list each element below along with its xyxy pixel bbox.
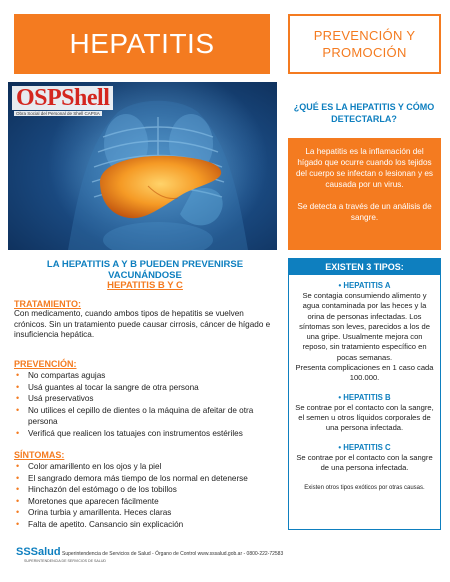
type-b-block: [294, 393, 435, 434]
type-c-title: • HEPATITIS C: [294, 443, 435, 453]
type-a-block: [294, 281, 435, 384]
hepatitis-bc-heading: HEPATITIS B Y C: [107, 280, 183, 291]
promo-title: PREVENCIÓN Y PROMOCIÓN: [313, 28, 416, 60]
tratamiento-text: Con medicamento, cuando ambos tipos de hepatitis se vuelven crónicos. Sin un tratamiento puede causar cirrosis, cáncer de hígado e insuficiencia hepática.: [14, 309, 271, 339]
liver-illustration: [8, 82, 277, 250]
list-item: • Verificá que realicen los tatuajes con instrumentos estériles: [14, 428, 278, 440]
question-heading: ¿QUÉ ES LA HEPATITIS Y CÓMO DETECTARLA?: [293, 102, 435, 124]
types-header: EXISTEN 3 TIPOS:: [288, 258, 441, 275]
title-banner: [14, 14, 270, 74]
tratamiento-title: TRATAMIENTO:: [14, 299, 81, 309]
types-box: [288, 275, 441, 530]
sintomas-list: [14, 461, 278, 531]
page-title: HEPATITIS: [69, 28, 215, 59]
list-item: • Moretones que aparecen fácilmente: [14, 496, 278, 508]
type-a-text: Se contagia consumiendo alimento y agua contaminada por las heces y la orina de personas infectadas. Los síntomas son leves, parecidos a los de una gripe. Usualmente mejora con reposo, sin tratamiento específico en pocas semanas.: [299, 291, 430, 362]
promo-banner: [288, 14, 441, 74]
ospshell-logo-subtitle: Obra Social del Personal de Shell CAPSA: [16, 111, 100, 116]
list-item: • Color amarillento en los ojos y la piel: [14, 461, 278, 473]
vaccine-statement: LA HEPATITIS A Y B PUEDEN PREVENIRSE VACUNÁNDOSE: [46, 259, 244, 281]
right-column: [279, 0, 450, 582]
list-item: • El sangrado demora más tiempo de los normal en detenerse: [14, 473, 278, 485]
list-item: • Hinchazón del estómago o de los tobillos: [14, 484, 278, 496]
sintomas-title: SÍNTOMAS:: [14, 450, 65, 460]
definition-box: [288, 138, 441, 250]
sssalud-logo-subtitle: SUPERINTENDENCIA DE SERVICIOS DE SALUD: [24, 559, 107, 563]
prevencion-title: PREVENCIÓN:: [14, 359, 77, 369]
list-item: • Usá preservativos: [14, 393, 278, 405]
list-item: • No utilices el cepillo de dientes o la máquina de afeitar de otra persona: [14, 405, 278, 428]
ospshell-logo: OSPShell: [12, 86, 113, 110]
type-b-title: • HEPATITIS B: [294, 393, 435, 403]
definition-text: La hepatitis es la inflamación del hígado que ocurre cuando los tejidos del cuerpo se infectan o lesionan y es causada por un virus.: [296, 147, 434, 189]
type-c-block: [294, 443, 435, 474]
type-a-title: • HEPATITIS A: [294, 281, 435, 291]
type-a-extra: Presenta complicaciones en 1 caso cada 100.000.: [295, 363, 434, 383]
footer-text: Superintendencia de Servicios de Salud - Órgano de Control www.sssalud.gob.ar - 0800-222-72583: [62, 551, 284, 557]
type-b-text: Se contrae por el contacto con la sangre, el semen u otros líquidos corporales de una persona infectada.: [295, 402, 434, 433]
list-item: • Falta de apetito. Cansancio sin explicación: [14, 519, 278, 531]
type-c-text: Se contrae por el contacto con la sangre de una persona infectada.: [296, 452, 433, 472]
exotic-note: Existen otros tipos exóticos por otras causas.: [304, 485, 425, 492]
detection-text: Se detecta a través de un análisis de sangre.: [297, 202, 432, 222]
footer: [0, 544, 450, 572]
sssalud-logo: SSSalud: [16, 546, 61, 558]
list-item: • Orina turbia y amarillenta. Heces claras: [14, 507, 278, 519]
prevencion-list: [14, 370, 278, 440]
list-item: • Usá guantes al tocar la sangre de otra persona: [14, 382, 278, 394]
list-item: • No compartas agujas: [14, 370, 278, 382]
